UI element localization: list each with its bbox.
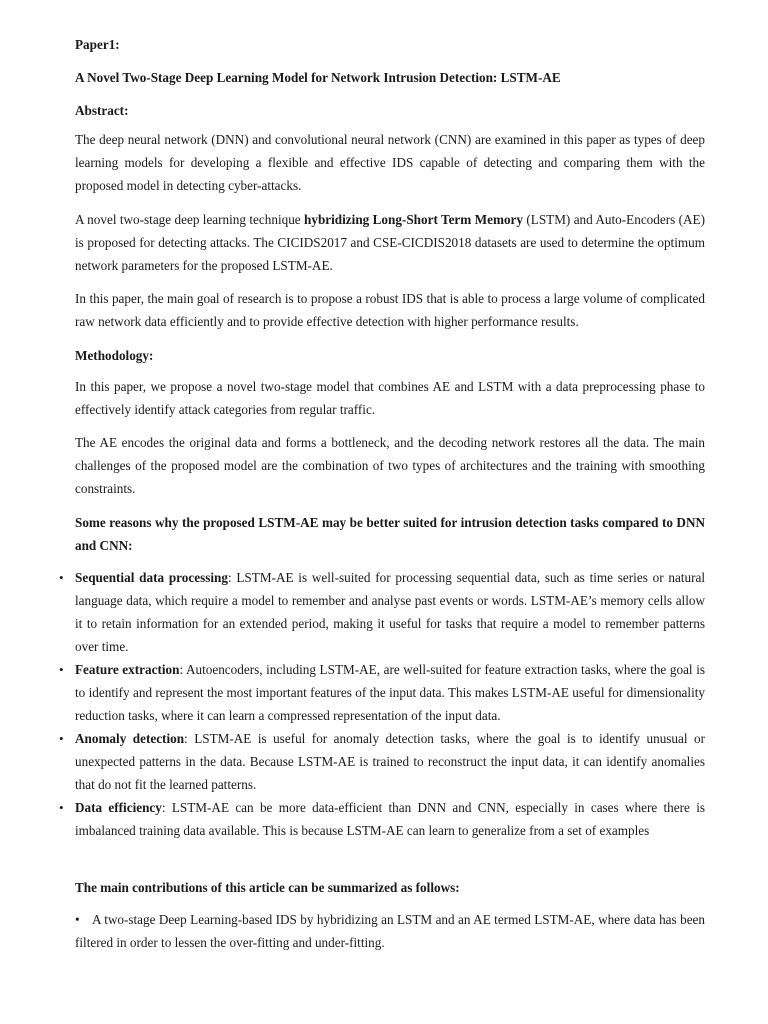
list-item [59, 566, 705, 658]
bullet-icon: • [59, 731, 64, 746]
contribution-text: A two-stage Deep Learning-based IDS by hybridizing an LSTM and an AE termed LSTM-AE, where data has been filtered in order to lessen the over-fitting and under-fitting. [75, 912, 705, 950]
paper-label: Paper1: [75, 37, 120, 52]
reasons-list [59, 566, 706, 842]
bullet-icon: • [59, 570, 64, 585]
abstract-p2-post: (LSTM) and Auto-Encoders (AE) is proposed for detecting attacks. The CICIDS2017 and CSE-CICDIS2018 datasets are used to determine the optimum network parameters for the proposed LSTM-AE. [75, 212, 705, 273]
abstract-heading: Abstract: [75, 103, 129, 118]
reason-text: : Autoencoders, including LSTM-AE, are well-suited for feature extraction tasks, where the goal is to identify and represent the most important features of the input data. This makes LSTM-AE useful for dimensionality reduction tasks, where it can learn a compressed representation of the input data. [75, 662, 705, 723]
methodology-paragraph-1: In this paper, we propose a novel two-stage model that combines AE and LSTM with a data preprocessing phase to effectively identify attack categories from regular traffic. [75, 379, 705, 417]
list-item [59, 796, 705, 842]
contribution-item [75, 908, 705, 954]
paper-title: A Novel Two-Stage Deep Learning Model for Network Intrusion Detection: LSTM-AE [75, 70, 561, 85]
reason-term: Feature extraction [75, 662, 180, 677]
bullet-icon: • [59, 662, 64, 677]
list-item [59, 658, 705, 727]
list-item [59, 727, 706, 796]
reason-term: Data efficiency [75, 800, 162, 815]
contributions-heading: The main contributions of this article can be summarized as follows: [75, 880, 460, 895]
abstract-paragraph-1: The deep neural network (DNN) and convolutional neural network (CNN) are examined in this paper as types of deep learning models for developing a flexible and effective IDS capable of detecting and comparing them with the proposed model in detecting cyber-attacks. [75, 132, 705, 193]
reasons-heading: Some reasons why the proposed LSTM-AE may be better suited for intrusion detection tasks compared to DNN and CNN: [75, 515, 705, 553]
abstract-p2-pre: A novel two-stage deep learning technique [75, 212, 305, 227]
reason-term: Anomaly detection [75, 731, 185, 746]
bullet-icon: • [59, 800, 64, 815]
abstract-paragraph-3: In this paper, the main goal of research is to propose a robust IDS that is able to process a large volume of complicated raw network data efficiently and to provide effective detection with higher performance results. [75, 291, 705, 329]
methodology-paragraph-2: The AE encodes the original data and forms a bottleneck, and the decoding network restores all the data. The main challenges of the proposed model are the combination of two types of architectures and the training with smoothing constraints. [75, 435, 705, 496]
reason-text: : LSTM-AE is well-suited for processing sequential data, such as time series or natural language data, which require a model to remember and analyse past events or words. LSTM-AE’s memory cells allow it to retain information for an extended period, making it useful for tasks that require a model to remember patterns over time. [75, 570, 705, 654]
bullet-icon: • [75, 912, 80, 927]
reason-text: : LSTM-AE can be more data-efficient than DNN and CNN, especially in cases where there is imbalanced training data available. This is because LSTM-AE can learn to generalize from a set of examples [75, 800, 705, 838]
abstract-p2-bold: hybridizing Long-Short Term Memory [304, 212, 523, 227]
methodology-heading: Methodology: [75, 348, 154, 363]
abstract-paragraph-2 [75, 208, 705, 277]
reason-text: : LSTM-AE is useful for anomaly detection tasks, where the goal is to identify unusual or unexpected patterns in the data. Because LSTM-AE is trained to reconstruct the input data, it can identify anomalies that do not fit the learned patterns. [75, 731, 706, 792]
reason-term: Sequential data processing [75, 570, 228, 585]
